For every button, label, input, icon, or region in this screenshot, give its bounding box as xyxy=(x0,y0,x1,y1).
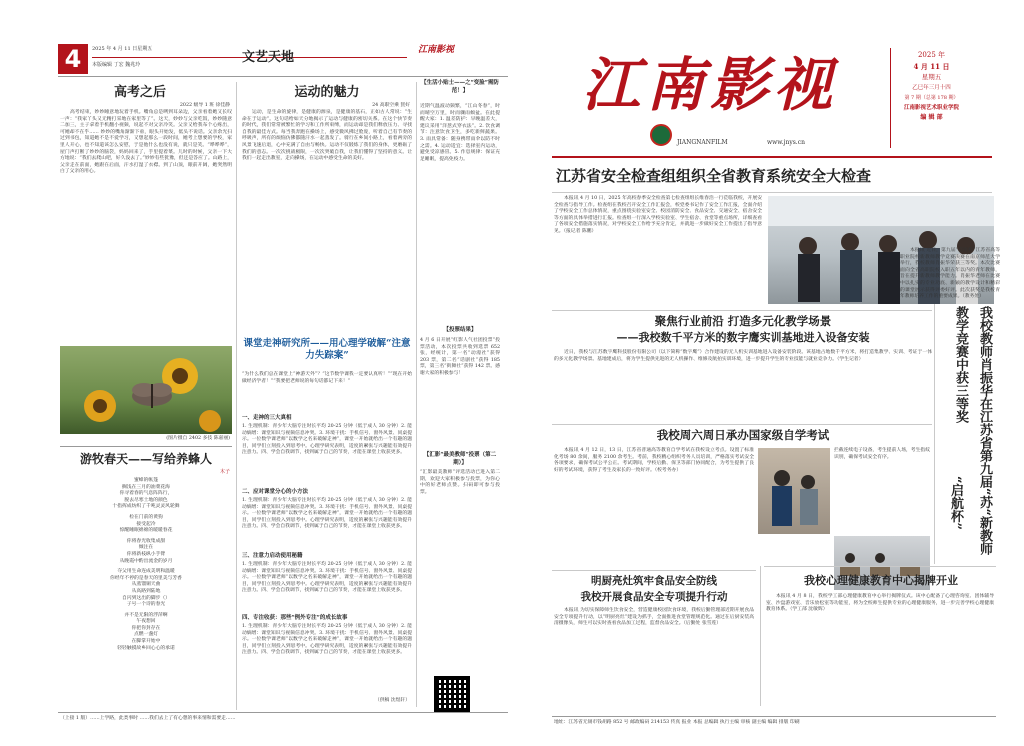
page-number-box xyxy=(58,44,88,74)
poem-line: 你寻着春的气息阵阵行， xyxy=(119,491,173,497)
poem-line: 你将新枝纵小手臂 xyxy=(126,551,166,557)
poem-line: 自闪到这出的脚步（） xyxy=(122,595,170,601)
mini-masthead: 江南影视 xyxy=(418,45,455,55)
poem-line: 你经年不停的是春天的里美与芳香 xyxy=(110,575,182,581)
info-issue: 第 7 期（总第 178 期） xyxy=(904,95,959,101)
section-title: 文艺天地 xyxy=(241,50,294,65)
poem-line: 十指挥成纺织了千吨灵灵风轮舞 xyxy=(112,504,180,510)
info-year: 2025 年 xyxy=(917,51,946,59)
info-publisher: 江南影视艺术职业学院 xyxy=(903,105,959,111)
poem-line: 从高路到陆地 xyxy=(131,588,161,594)
feature-title-box xyxy=(242,338,412,368)
poem-line: 轻轻触摸故乡回心心的承诺 xyxy=(117,645,175,651)
tips-body: 近期气温波动频繁，“江山冬春”，时而晴空万里，时而骤雨倾盆。在此提醒大家：1. 温差防护：早晚温差大，建议采用“洋葱式穿衣法”。2. 饮食调节：注意饮食卫生，多吃新鲜蔬果。3. 雨具常备：随身携带雨伞以防不时之需。4. 运动适宜：选择室内运动，避免受凉感冒。5. 作息规律：保证充足睡眠，提高免疫力。 xyxy=(420,104,500,162)
feature-intro: “为什么我们总在课堂上“神游天外”？“这节数学课我一定要认真听！”“现在开始做经济学者！”“我要把老师说的每句话都记下来！” xyxy=(242,372,412,384)
butterfly-photo xyxy=(60,346,232,434)
masthead-sub: JIANGNANFILM xyxy=(677,139,728,146)
poem-title: 游牧春天——写给养蜂人 xyxy=(79,452,212,466)
article4-title: 明厨亮灶筑牢食品安全防线 xyxy=(591,575,717,587)
poem-line: 在脚掌开始中 xyxy=(131,639,161,645)
poem-lines xyxy=(60,478,232,708)
exam-photo xyxy=(758,448,830,534)
poem-line: 你将春光收集成甜 xyxy=(126,538,166,544)
article2-title: 聚焦行业前沿 打造多元化教学场景 xyxy=(654,314,832,328)
article2-byline: 24 高职空乘 賀好 xyxy=(372,103,410,108)
tips-title: 【生活小贴士——之“变脸”需防范！】 xyxy=(421,80,499,94)
poem-author: 木子 xyxy=(219,469,230,475)
feature-body-2: 1. 生理机制：青少年大脑专注时长平均 20-25 分钟（低于成人 30 分钟）2. 能动熵增：课堂知识与视频信息冲突。3. 环境干扰：手机信号、窗外风景、同桌提示。一位数学课老师“以数学之名来破解走神”，课堂一开始就给出一个有趣的题目，同学们立刻投入到思考中。心理学研究表明，适度的紧张与兴趣能有效提升注意力。四、学会自我调节，找到属于自己的节奏，才能在课堂上收获更多。 xyxy=(242,498,412,530)
info-weekday: 星期五 xyxy=(921,73,942,81)
poem-line: 从晚霞中酌出流金的岁月 xyxy=(119,558,173,564)
photo-caption: (图片摄自 2402 多技 陈嘉丽) xyxy=(166,436,230,441)
teacher-vote-body: “汇影最美教师”评选活动已进入第二期，欢迎大家积极参与投票，为你心中的好老师点赞。扫码即可参与投票。 xyxy=(420,470,500,495)
website: www.jnys.cn xyxy=(767,139,805,146)
poem-line: 搁浅在三月的油菜花海 xyxy=(122,484,170,490)
poem-line: 从蒸馏铜天曲 xyxy=(131,582,161,588)
info-lunar: 乙巳年三月十四 xyxy=(912,85,951,91)
feature-body: 1. 生理机制：青少年大脑专注时长平均 20-25 分钟（低于成人 30 分钟）2. 能动熵增：课堂知识与视频信息冲突。3. 环境干扰：手机信号、窗外风景、同桌提示。一位数学课老师“以数学之名来破解走神”，课堂一开始就给出一个有趣的题目，同学们立刻投入到思考中。心理学研究表明，适度的紧张与兴趣能有效提升注意力。四、学会自我调节，找到属于自己的节奏，才能在课堂上收获更多。 xyxy=(242,424,412,456)
poem-line: 检在门前的黄狗 xyxy=(129,514,163,520)
article2-title: 运动的魅力 xyxy=(294,85,360,100)
info-dept: 编 辑 部 xyxy=(920,114,943,121)
feature-section-4: 四、专注收获：那些“例外专注”的成长故事 xyxy=(242,615,348,621)
poem-line: 午夜想回 xyxy=(136,619,156,625)
article4-subtitle: 我校开展食品安全专项提升行动 xyxy=(580,591,728,603)
feature-body-3: 1. 生理机制：青少年大脑专注时长平均 20-25 分钟（低于成人 30 分钟）2. 能动熵增：课堂知识与视频信息冲突。3. 环境干扰：手机信号、窗外风景、同桌提示。一位数学课老师“以数学之名来破解走神”，课堂一开始就给出一个有趣的题目，同学们立刻投入到思考中。心理学研究表明，适度的紧张与兴趣能有效提升注意力。四、学会自我调节，找到属于自己的节奏，才能在课堂上收获更多。 xyxy=(242,562,412,594)
feature-section-1: 一、走神的三大真相 xyxy=(242,415,292,421)
info-date: 4 月 11 日 xyxy=(913,62,950,71)
vote-title: 【投票结果】 xyxy=(443,327,477,333)
article2-body: 运动，是生命的旋律，是健康的源泉，是健康的基石，正如古人常说：“生命在于运动”。这句话给如天分地揭示了运动与健康的密切关系。在这个快节奏的时代，我们常常被繁忙的学习和工作所束缚，而运动却是我们释放压力、寻找自我的最佳方式。每当我奔跑在操场上，感受微风拂过脸庞，听着自己有节奏的呼吸声，所有的烦恼仿佛都随汗水一起蒸发了。骑行在乡间小路上，看着两旁的风景飞速后退，心中充满了自由与畅快。运动不仅锻炼了我们的身体，更磨砺了我们的意志。一次次挑战极限，一次次突破自我，让我们懂得了坚持的意义。让我们一起走出教室，走向操场，在运动中感受生命的美好。 xyxy=(242,110,412,162)
qihang-article-body: 本报讯 近日，第九届“启航杯”江苏省高等职业院校新教师教学竞赛决赛在南京师范大学举行，我校教师肖振华荣获三等奖。本次比赛面向全省高职院校入职五年以内的青年教师，旨在提升新教师教学能力。肖振华老师在比赛中以扎实的专业功底、新颖的教学设计和精彩的课堂展示获得评委好评。此次获奖是我校青年教师培养工作的重要成果。（教务处） xyxy=(900,248,1000,300)
article1-title: 高考之后 xyxy=(113,85,166,100)
article2-subtitle: ——我校数千平方米的数字鹰实训基地进入设备安装 xyxy=(616,331,870,344)
article5-title: 我校心理健康教育中心揭牌开业 xyxy=(804,574,958,587)
poem-line: 子号一个诗的春光 xyxy=(126,602,166,608)
feature-title: 课堂走神研究所——用心理学破解“注意力失踪案” xyxy=(243,338,411,361)
teacher-vote-title: 【汇影“最美教师”投票（第二期）】 xyxy=(423,452,497,466)
right-footer: 地址：江苏省无锡市钱胡路 852 号 邮政编码 214153 传真 报业 本报 总编辑 执行主编 审核 副主编 编辑 排版 印刷 xyxy=(554,720,800,725)
poem-line: 脱去尽寒士地的颜色 xyxy=(124,497,168,503)
poem-line: 你把你封存在 xyxy=(131,625,161,631)
vote-body: 4 月 6 日开展“红影人气社团投票”投票活动，本次投票共收到选票 652 张，经统计，第一名“动漫社”获得 203 票，第二名“话剧社”获得 185 票，第三名“街舞社”获得 142 票。感谢大家的积极参与！ xyxy=(420,338,500,376)
editor-line: 本版编辑 丁宏 魏兆玲 xyxy=(92,62,141,68)
side-info-box xyxy=(890,48,972,148)
article3-title: 我校周六周日承办国家级自学考试 xyxy=(656,428,830,442)
exam-scene-illustration xyxy=(758,448,830,534)
article3-body: 本报讯 4 月 12 日，13 日，江苏省普通高等教育自学考试在我校设立考点。设置了标准化考场 80 余间，服务 2100 余考生。考前，我校精心组织考务人员培训，严格落实考试安全各项要求，确保考试公平公正。考试期间，学校后勤、保卫等部门协同配合，为考生提供了良好的考试环境，获得了考生及家长的一致好评。（校考务办） xyxy=(554,448,754,473)
school-logo xyxy=(650,124,672,146)
left-footer-note: （上接 1 版）……上学路，此类事时 ……我们去上了有心想的事来情和需要走…… xyxy=(60,716,236,721)
feature-body-4: 1. 生理机制：青少年大脑专注时长平均 20-25 分钟（低于成人 30 分钟）2. 能动熵增：课堂知识与视频信息冲突。3. 环境干扰：手机信号、窗外风景、同桌提示。一位数学课老师“以数学之名来破解走神”，课堂一开始就给出一个有趣的题目，同学们立刻投入到思考中。心理学研究表明，适度的紧张与兴趣能有效提升注意力。四、学会自我调节，找到属于自己的节奏，才能在课堂上收获更多。 xyxy=(242,624,412,656)
feature-footer: （供稿 沈煜轩） xyxy=(374,698,410,703)
lead-article-body: 本报讯 4 月 10 日，2025 年高校春季安全检查第七检查组组长维春浩一行莅临我校，开展安全检查与指导工作。检查组在我校召开安全工作汇报会，校党委书记作了安全工作汇报，全面介绍了学校安全工作总体情况，重点围绕实验室安全、校园消防安全、食品安全、交通安全、宿舍安全等方面的具体举措进行汇报。检查组一行深入学校实验室、学生宿舍、食堂等重点场所，详细查看了各项安全措施落实情况，对学校安全工作给予充分肯定，并就进一步做好安全工作提出了指导意见。（报记者 陈鹏） xyxy=(554,196,762,234)
butterfly-flower-illustration xyxy=(60,346,232,434)
article1-body: 高考结束，妙妙睡意地玩着手机。嘴角总是咧到耳朵边，父亲看着她又长叹一声：“我家丫头又无精打采地在家里等了”。这天，妙妙与父亲吃饭，妙妙随意二加三，主子拿着手机翻小视频，说起不对父亲冷笑。父亲又给我布个心疼出，可她却不在乎…… 妙妙的嘴角渐渐下垂，眼头开始发，低头不说话。父亲余光扫过到书包，知道她不是不爱学习，又想起那么一段时间，她考上想要的学校，家里人开心，也不知道该怎么安慰，于是他什么也没有说，就只是笑。“哗哗哗”，屋门声打断了妙妙的脑袋，妈妈回来了，手里提着菜。儿时的时候，父亲一下大方地说：“我们去爬山吧，好久没去了。”妙妙有些犹豫，但还是答应了。山路上，父亲走在前面，她跟在后面，汗水打湿了衣襟。到了山顶，眼前开阔，她突然明白了父亲的用心。 xyxy=(60,110,232,175)
vertical-headline-main: 我校教师肖振华在江苏省第九届“苏“新教师教学竞赛中获三等奖 xyxy=(953,306,992,555)
qr-code[interactable] xyxy=(434,676,470,712)
feature-section-3: 三、注意力启动使用秘籍 xyxy=(242,553,303,559)
poem-line: 倾注在 xyxy=(138,545,154,551)
poem-line: 蜜蜂的帐篷 xyxy=(134,478,158,483)
article4-body: 本报讯 为切实保障师生饮食安全，营造健康校园饮食环境，我校后勤管理部近期开展食品安全专项提升行动，以“明厨亮灶”建设为抓手，全面推进食堂管理规范化。通过在后厨安装高清摄像头，师生可以实时查看食品加工过程，监督食品安全。（后勤处 张雪莲） xyxy=(554,608,754,627)
poem-line: 点燃一盏灯 xyxy=(134,632,158,638)
article5-body: 本报讯 4 月 8 日，我校学工部心理健康教育中心举行揭牌仪式。该中心配备了心理咨询室、团体辅导室、沙盘游戏室、音乐放松室等功能室，将为全校师生提供专业的心理健康服务，进一步完善学校心理健康教育体系。（学工部 沈敏辉） xyxy=(766,594,994,613)
poem-line: 惊醒睡眠绵绵的暖暖春花 xyxy=(119,528,173,534)
feature-section-2: 二、应对课堂分心的小方法 xyxy=(242,489,309,495)
article2-body: 近日，我校与江苏数字鹰科技股份有限公司（以下简称“数字鹰”）合作建设的无人机实训基地进入设备安装阶段。该基地占地数千平方米，将打造集教学、实训、考证于一体的多元化教学场景。基地建成后，将为学生提供先进的无人机操作、维修及航拍实训环境，进一步提升学生的专业技能与就业竞争力。（学生记者） xyxy=(554,350,932,362)
page-number: 4 xyxy=(64,45,82,73)
headline: 江苏省安全检查组组织全省教育系统安全大检查 xyxy=(556,167,872,185)
poem-line: 接受起冷 xyxy=(136,521,156,527)
article1-byline: 2022 级导 1 班 徐佳静 xyxy=(179,103,230,108)
date-line: 2025 年 4 月 11 日星期五 xyxy=(92,46,153,52)
vertical-headline-cup: “启航杯” xyxy=(948,476,963,530)
poem-line: 并不是无限的浮萍啊 xyxy=(124,612,168,618)
poem-line: 夺父用生命连成美明和温暖 xyxy=(117,569,175,575)
masthead-title: 江南影视 xyxy=(582,51,839,119)
exam-photo-caption: 拦截连续电子设备，考生提前人场，考生指纹识别，确保考试安全有序。 xyxy=(834,448,930,460)
